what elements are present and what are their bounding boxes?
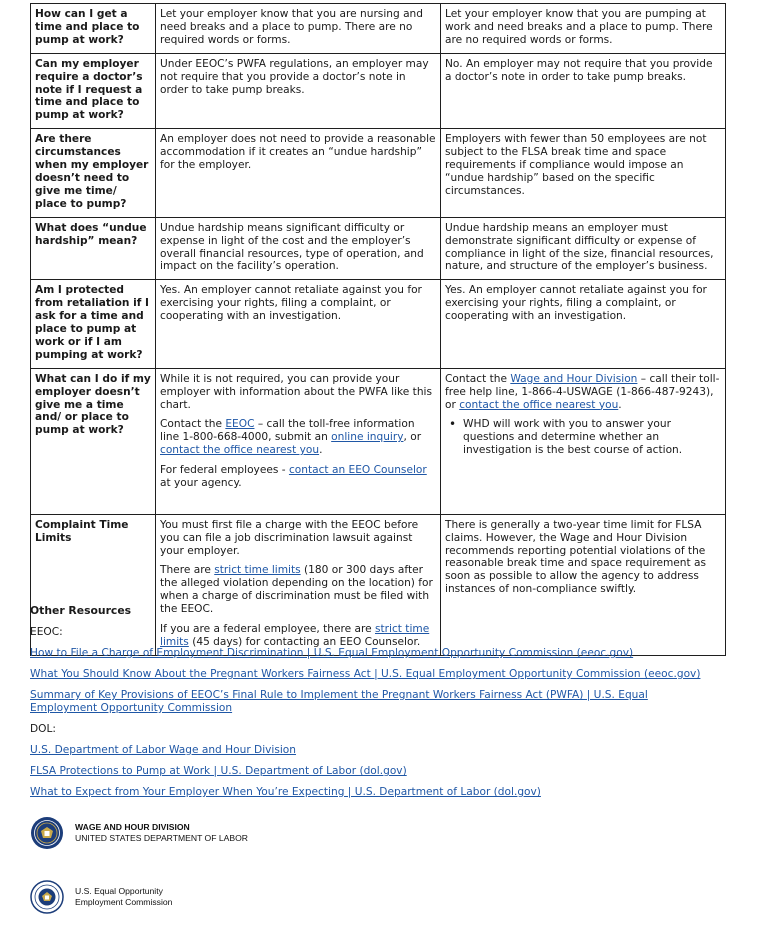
table-row bbox=[31, 53, 726, 129]
pwfa-cell: An employer does not need to provide a reasonable accommodation if it creates an “undue hardship” for the employer. bbox=[156, 129, 441, 217]
eeoc-office-link[interactable]: contact the office nearest you bbox=[160, 444, 320, 457]
question-cell: Complaint Time Limits bbox=[31, 514, 156, 655]
table-row bbox=[31, 4, 726, 54]
federal-contact-paragraph: For federal employees - contact an EEO Counselor at your agency. bbox=[160, 464, 427, 490]
whd-office-link[interactable]: contact the office nearest you bbox=[459, 398, 619, 411]
federal-time-limits-link[interactable]: strict time limits bbox=[160, 623, 430, 648]
other-resources bbox=[30, 604, 730, 807]
eeoc-label: EEOC: bbox=[30, 626, 63, 638]
table-row bbox=[31, 368, 726, 514]
pwfa-cell: Undue hardship means significant difficulty or expense in light of the cost and the employer’s overall financial resources, type of operation, and impact on the facility’s operation. bbox=[156, 217, 441, 280]
resources-title: Other Resources bbox=[30, 604, 132, 617]
flsa-cell: No. An employer may not require that you provide a doctor’s note in order to take pump breaks. bbox=[441, 53, 726, 129]
eeoc-resource-link[interactable]: How to File a Charge of Employment Discrimination | U.S. Equal Employment Opportunity Commission (eeoc.gov) bbox=[30, 647, 634, 659]
whd-bullet-list bbox=[463, 418, 721, 457]
wage-hour-division-link[interactable]: Wage and Hour Division bbox=[510, 372, 638, 385]
whd-contact-paragraph: Contact the Wage and Hour Division – call their toll-free help line, 1-866-4-USWAGE (1-866-487-9243), or contact the office nearest you. bbox=[445, 372, 720, 411]
flsa-cell: Let your employer know that you are pumping at work and need breaks and a place to pump. There are no required words or forms. bbox=[441, 4, 726, 54]
list-item: • WHD will work with you to answer your questions and determine whether an investigation is the best course of action. bbox=[463, 418, 721, 457]
eeoc-resource-link[interactable]: Summary of Key Provisions of EEOC’s Final Rule to Implement the Pregnant Workers Fairness Act (PWFA) | U.S. Equal Employment Opportunity Commission bbox=[30, 689, 648, 714]
flsa-cell: There is generally a two-year time limit for FLSA claims. However, the Wage and Hour Division recommends reporting potential violations of the reasonable break time and space requirement as soon as possible to allow the agency to address instances of non-compliance swiftly. bbox=[441, 514, 726, 655]
eeo-counselor-link[interactable]: contact an EEO Counselor bbox=[288, 464, 427, 477]
eeoc-contact-paragraph: Contact the EEOC – call the toll-free information line 1-800-668-4000, submit an online inquiry, or contact the office nearest you. bbox=[160, 418, 422, 457]
table-row bbox=[31, 129, 726, 217]
eeoc-link[interactable]: EEOC bbox=[225, 418, 255, 431]
flsa-cell bbox=[441, 368, 726, 514]
question-cell: What can I do if my employer doesn’t give me a time and/ or place to pump at work? bbox=[31, 368, 156, 514]
whd-logo bbox=[30, 816, 248, 850]
question-cell: Are there circumstances when my employer doesn’t need to give me time/ place to pump? bbox=[31, 129, 156, 217]
question-cell: Can my employer require a doctor’s note if I request a time and place to pump at work? bbox=[31, 53, 156, 129]
pwfa-cell: While it is not required, you can provide your employer with information about the PWFA like this chart. Contact the EEOC – call the toll-free information line 1-800-668-4000, submit an online inquiry, or contact the office nearest you. For federal employees - contact an EEO Counselor at your agency. bbox=[156, 368, 441, 514]
pwfa-cell: Let your employer know that you are nursing and need breaks and a place to pump. There are no required words or forms. bbox=[156, 4, 441, 54]
whd-logo-text: WAGE AND HOUR DIVISION UNITED STATES DEPARTMENT OF LABOR bbox=[75, 822, 249, 843]
table-row bbox=[31, 280, 726, 368]
question-cell: How can I get a time and place to pump at work? bbox=[31, 4, 156, 54]
table-row bbox=[31, 217, 726, 280]
eeoc-resource-link[interactable]: What You Should Know About the Pregnant Workers Fairness Act | U.S. Equal Employment Opportunity Commission (eeoc.gov) bbox=[30, 668, 701, 680]
flsa-cell: Yes. An employer cannot retaliate against you for exercising your rights, filing a complaint, or cooperating with an investigation. bbox=[441, 280, 726, 368]
dol-resource-link[interactable]: U.S. Department of Labor Wage and Hour Division bbox=[30, 744, 297, 756]
question-cell: Am I protected from retaliation if I ask for a time and place to pump at work or if I am pumping at work? bbox=[31, 280, 156, 368]
eeoc-logo-text: U.S. Equal Opportunity Employment Commission bbox=[75, 886, 173, 907]
online-inquiry-link[interactable]: online inquiry bbox=[331, 431, 404, 444]
strict-time-limits-link[interactable]: strict time limits bbox=[214, 564, 301, 577]
flsa-cell: Employers with fewer than 50 employees are not subject to the FLSA break time and space requirements if compliance would impose an “undue hardship” based on the specific circumstances. bbox=[441, 129, 726, 217]
question-cell: What does “undue hardship” mean? bbox=[31, 217, 156, 280]
pwfa-cell: Under EEOC’s PWFA regulations, an employer may not require that you provide a doctor’s note in order to take pump breaks. bbox=[156, 53, 441, 129]
comparison-table bbox=[30, 3, 726, 656]
dol-resource-link[interactable]: What to Expect from Your Employer When You’re Expecting | U.S. Department of Labor (dol.gov) bbox=[30, 786, 541, 798]
dol-seal-icon bbox=[30, 816, 64, 850]
pwfa-cell: Yes. An employer cannot retaliate against you for exercising your rights, filing a complaint, or cooperating with an investigation. bbox=[156, 280, 441, 368]
pwfa-cell: You must first file a charge with the EEOC before you can file a job discrimination lawsuit against your employer. There are strict time limits (180 or 300 days after the alleged violation depending on the location) for when a charge of discrimination must be filed with the EEOC. If you are a federal employee, there are strict time limits (45 days) for contacting an EEO Counselor. bbox=[156, 514, 441, 655]
eeoc-logo bbox=[30, 880, 172, 914]
dol-label: DOL: bbox=[30, 723, 56, 735]
eeoc-seal-icon bbox=[30, 880, 64, 914]
flsa-cell: Undue hardship means an employer must demonstrate significant difficulty or expense of compliance in light of the size, financial resources, nature, and structure of the employer’s business. bbox=[441, 217, 726, 280]
dol-resource-link[interactable]: FLSA Protections to Pump at Work | U.S. Department of Labor (dol.gov) bbox=[30, 765, 407, 777]
